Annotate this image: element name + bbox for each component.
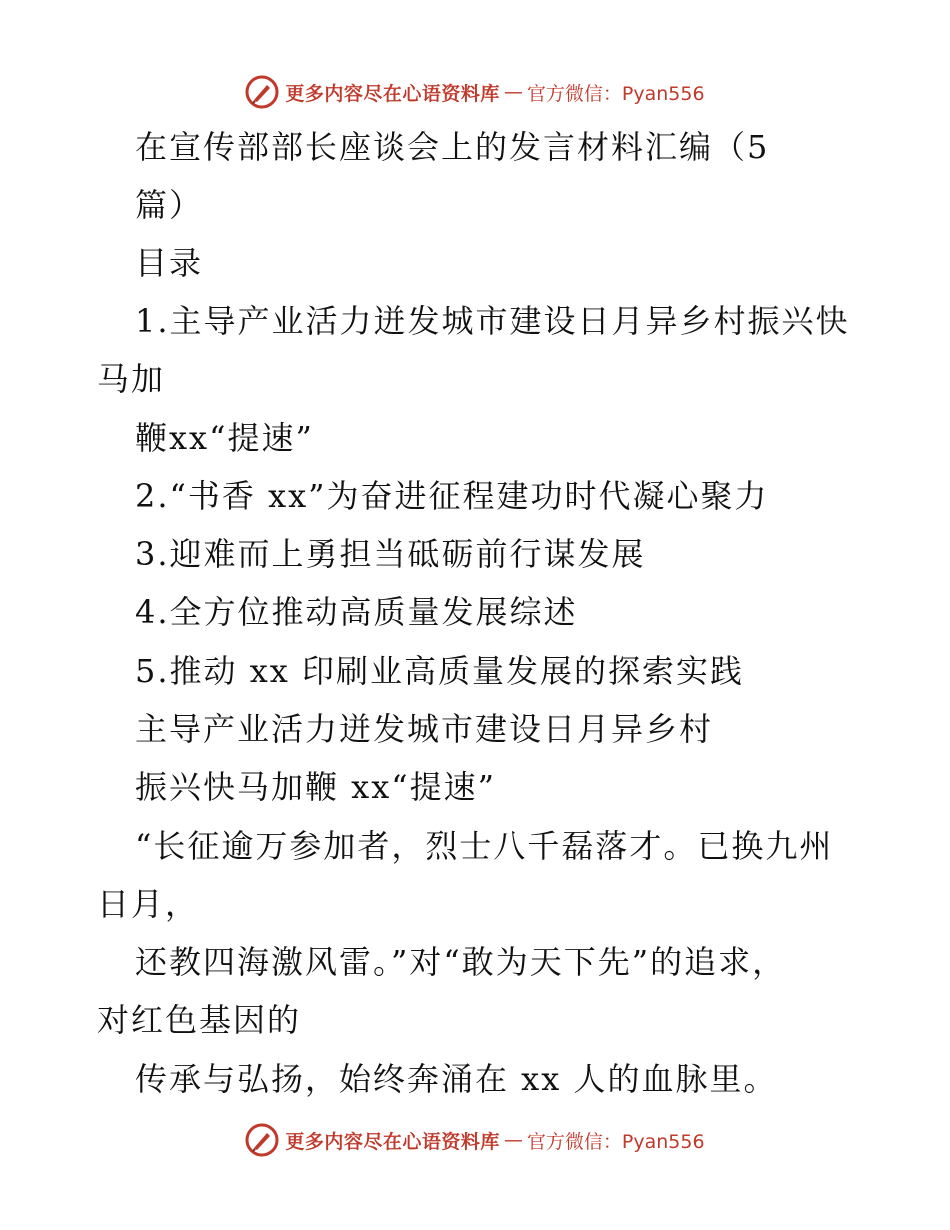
section-title-line-1: 主导产业活力迸发城市建设日月异乡村 [135, 710, 714, 748]
watermark-wechat: 官方微信：Pyan556 [526, 82, 705, 105]
body-paragraph-line-4: 对红色基因的 [97, 1001, 302, 1039]
body-paragraph-line-2: 日月， [97, 885, 200, 923]
toc-item-4: 4.全方位推动高质量发展综述 [135, 593, 578, 631]
toc-item-5: 5.推动 xx 印刷业高质量发展的探索实践 [135, 652, 744, 690]
toc-item-1-cont: 马加 [97, 360, 166, 398]
toc-item-1-cont-2: 鞭xx“提速” [135, 419, 314, 457]
body-paragraph-line-1: “长征逾万参加者，烈士八千磊落才。已换九州 [135, 827, 834, 865]
doc-title-line-2: 篇） [135, 186, 204, 224]
watermark-separator: — [503, 81, 523, 103]
toc-item-1: 1.主导产业活力迸发城市建设日月异乡村振兴快 [135, 302, 850, 340]
watermark-wechat: 官方微信：Pyan556 [526, 1130, 705, 1153]
toc-item-3: 3.迎难而上勇担当砥砺前行谋发展 [135, 535, 646, 573]
footer-watermark [0, 1120, 950, 1160]
toc-heading: 目录 [135, 244, 204, 282]
quill-logo-icon [245, 1123, 279, 1157]
watermark-text: 更多内容尽在心语资料库 [285, 82, 500, 105]
watermark-text: 更多内容尽在心语资料库 [285, 1130, 500, 1153]
toc-item-2: 2.“书香 xx”为奋进征程建功时代凝心聚力 [135, 477, 769, 515]
watermark-separator: — [503, 1129, 523, 1151]
body-paragraph-line-3: 还教四海激风雷。”对“敢为天下先”的追求， [135, 943, 787, 981]
body-paragraph-line-5: 传承与弘扬，始终奔涌在 xx 人的血脉里。 [135, 1060, 778, 1098]
section-title-line-2: 振兴快马加鞭 xx“提速” [135, 768, 496, 806]
doc-title-line-1: 在宣传部部长座谈会上的发言材料汇编（5 [135, 128, 770, 166]
